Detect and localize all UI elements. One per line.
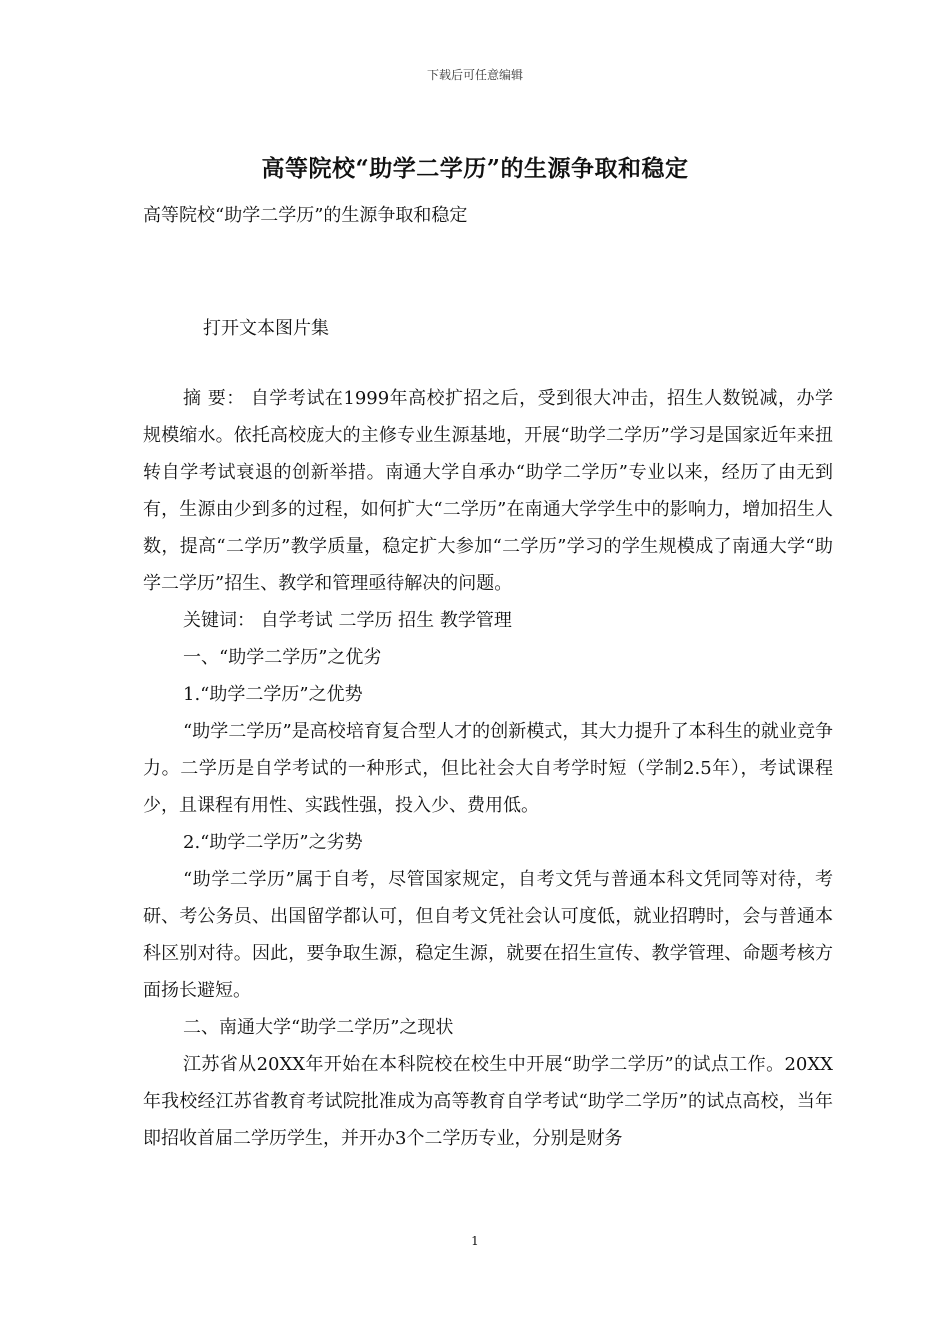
body-paragraph: 江苏省从20XX年开始在本科院校在校生中开展“助学二学历”的试点工作。20XX年我校经江苏省教育考试院批准成为高等教育自学考试“助学二学历”的试点高校，当年即招收首届二学历学生，并开办3个二学历专业，分别是财务	[143, 1054, 833, 1149]
body-paragraph: “助学二学历”是高校培育复合型人才的创新模式，其大力提升了本科生的就业竞争力。二学历是自学考试的一种形式，但比社会大自考学时短（学制2.5年），考试课程少，且课程有用性、实践性强，投入少、费用低。	[143, 721, 833, 816]
section-heading: 一、“助学二学历”之优劣	[183, 647, 382, 668]
section-heading: 二、南通大学“助学二学历”之现状	[183, 1017, 454, 1038]
document-body	[143, 380, 833, 1157]
body-paragraph: “助学二学历”属于自考，尽管国家规定，自考文凭与普通本科文凭同等对待，考研、考公务员、出国留学都认可，但自考文凭社会认可度低，就业招聘时，会与普通本科区别对待。因此，要争取生源，稳定生源，就要在招生宣传、教学管理、命题考核方面扬长避短。	[143, 869, 833, 1001]
document-subtitle: 高等院校“助学二学历”的生源争取和稳定	[143, 205, 468, 226]
subsection-heading: 1.“助学二学历”之优势	[183, 684, 363, 705]
document-title: 高等院校“助学二学历”的生源争取和稳定	[261, 155, 689, 182]
open-image-gallery-link[interactable]: 打开文本图片集	[203, 318, 329, 339]
page-number: 1	[471, 1234, 479, 1248]
abstract-paragraph: 摘 要： 自学考试在1999年高校扩招之后，受到很大冲击，招生人数锐减，办学规模缩水。依托高校庞大的主修专业生源基地，开展“助学二学历”学习是国家近年来扭转自学考试衰退的创新举措。南通大学自承办“助学二学历”专业以来，经历了由无到有，生源由少到多的过程，如何扩大“二学历”在南通大学学生中的影响力，增加招生人数，提高“二学历”教学质量，稳定扩大参加“二学历”学习的学生规模成了南通大学“助学二学历”招生、教学和管理亟待解决的问题。	[143, 388, 833, 594]
keywords-paragraph: 关键词： 自学考试 二学历 招生 教学管理	[183, 610, 512, 631]
header-note: 下载后可任意编辑	[426, 68, 523, 82]
subsection-heading: 2.“助学二学历”之劣势	[183, 832, 363, 853]
